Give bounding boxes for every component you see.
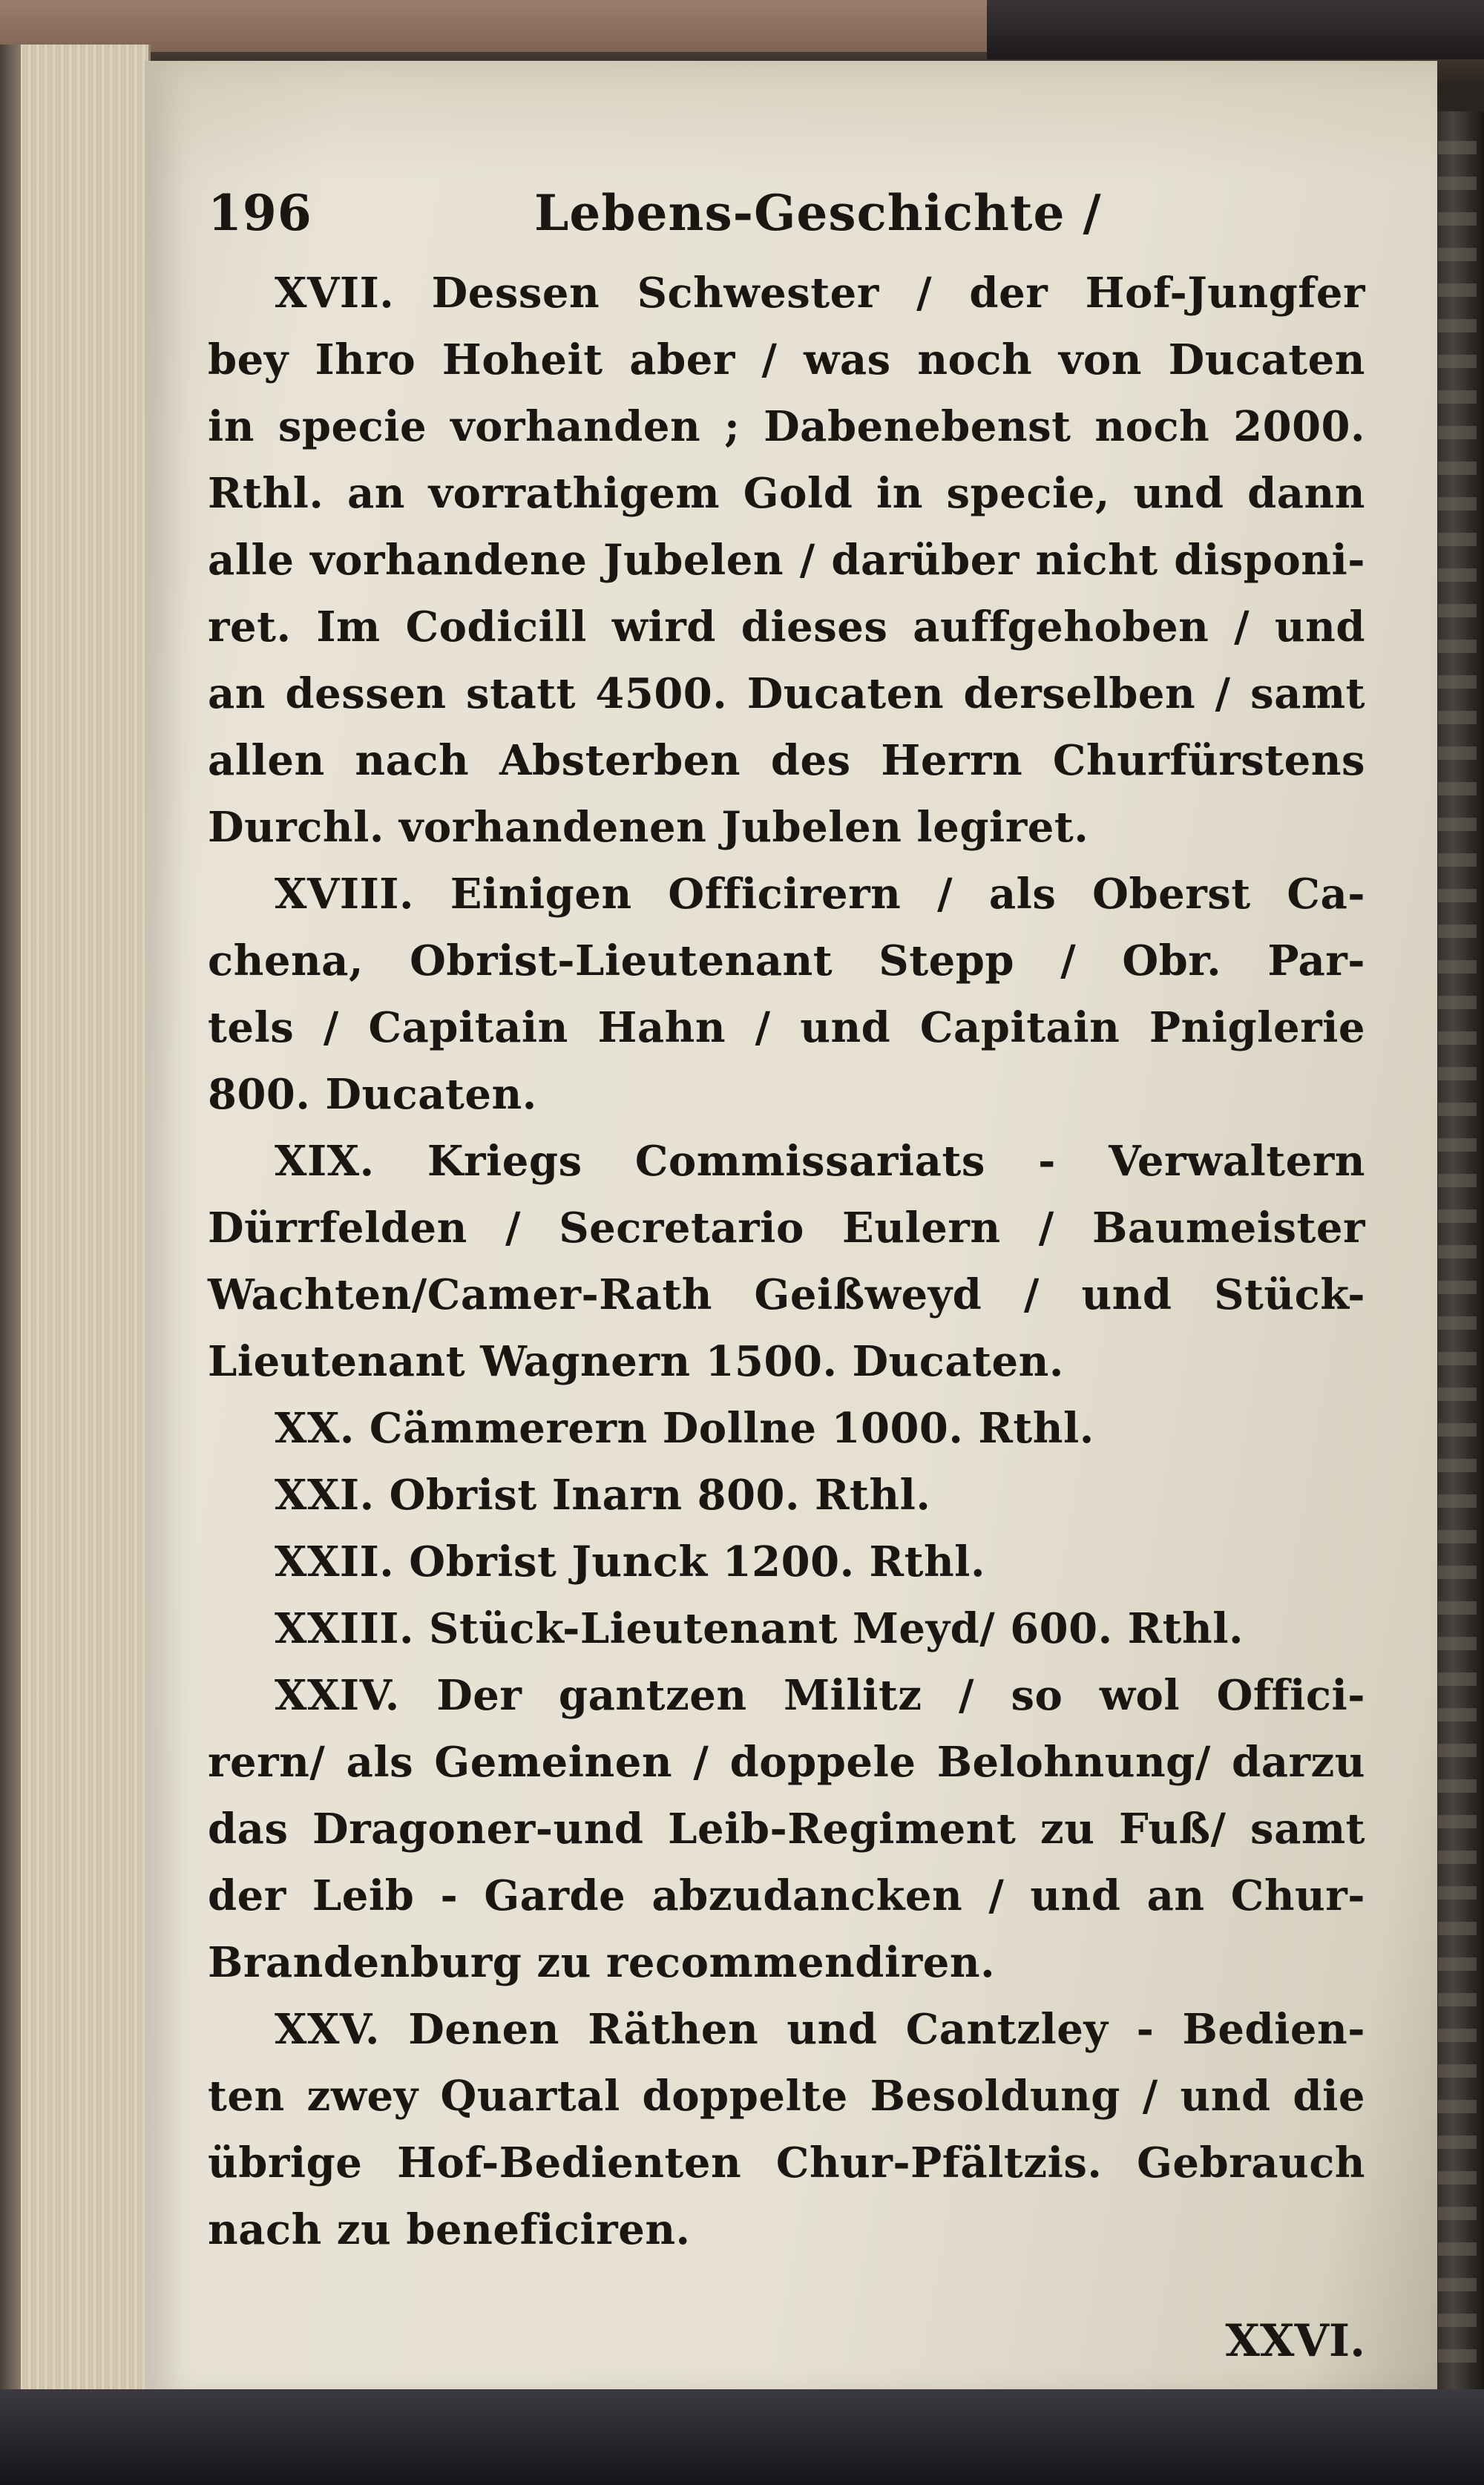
text-line-content: chena, Obrist-Lieutenant Stepp / Obr. Par- — [208, 936, 1365, 985]
text-line-content: Dürrfelden / Secretario Eulern / Baumeister — [208, 1204, 1365, 1253]
text-line-content: bey Ihro Hoheit aber / was noch von Ducaten — [208, 335, 1365, 384]
text-line — [208, 994, 1365, 1061]
text-line-content: XVII. Dessen Schwester / der Hof-Jungfer — [275, 269, 1365, 318]
text-line-content: XXV. Denen Räthen und Cantzley - Bedien- — [275, 2005, 1365, 2054]
text-line-content: XXIII. Stück-Lieutenant Meyd/ 600. Rthl. — [275, 1604, 1244, 1653]
text-line — [208, 527, 1365, 594]
book-spine-shadow — [0, 45, 21, 2404]
text-line — [208, 1729, 1365, 1796]
text-line-content: tels / Capitain Hahn / und Capitain Pniglerie — [208, 1003, 1365, 1052]
text-line-content: Durchl. vorhandenen Jubelen legiret. — [208, 803, 1089, 852]
text-line — [208, 1996, 1365, 2063]
text-line — [208, 326, 1365, 393]
text-line — [208, 1328, 1365, 1395]
text-line-content: XX. Cämmerern Dollne 1000. Rthl. — [275, 1404, 1094, 1453]
text-line — [208, 1796, 1365, 1862]
text-line — [208, 260, 1365, 326]
text-line — [208, 1395, 1365, 1462]
text-line-content: alle vorhandene Jubelen / darüber nicht disponi- — [208, 536, 1365, 585]
text-line — [208, 2196, 1365, 2263]
text-line — [208, 928, 1365, 994]
text-line-content: Lieutenant Wagnern 1500. Ducaten. — [208, 1337, 1064, 1386]
text-line — [208, 1595, 1365, 1662]
running-title: Lebens-Geschichte / — [534, 184, 1102, 242]
text-line-content: Rthl. an vorrathigem Gold in specie, und dann — [208, 469, 1365, 518]
text-line-content: XXII. Obrist Junck 1200. Rthl. — [275, 1537, 985, 1586]
facing-page-text-bleed — [1438, 141, 1477, 2367]
text-line — [208, 1929, 1365, 1996]
bottom-background — [0, 2389, 1484, 2485]
text-line — [208, 1061, 1365, 1128]
text-line-content: an dessen statt 4500. Ducaten derselben / samt — [208, 669, 1365, 718]
text-line-content: XXI. Obrist Inarn 800. Rthl. — [275, 1471, 931, 1520]
text-line-content: XIX. Kriegs Commissariats - Verwaltern — [275, 1137, 1365, 1186]
text-line — [208, 1261, 1365, 1328]
text-line-content: der Leib - Garde abzudancken / und an Chur- — [208, 1871, 1365, 1920]
text-line-content: Brandenburg zu recommendiren. — [208, 1938, 996, 1987]
page-number: 196 — [208, 184, 312, 242]
text-line-content: übrige Hof-Bedienten Chur-Pfältzis. Gebrauch — [208, 2138, 1365, 2187]
text-line-content: rern/ als Gemeinen / doppele Belohnung/ darzu — [208, 1738, 1365, 1787]
text-line — [208, 727, 1365, 794]
catchword: XXVI. — [1225, 2315, 1365, 2367]
text-line — [208, 594, 1365, 660]
text-line — [208, 2130, 1365, 2196]
text-line-content: XVIII. Einigen Officirern / als Oberst Ca- — [275, 870, 1365, 919]
text-line — [208, 2063, 1365, 2130]
text-line-content: in specie vorhanden ; Dabenebenst noch 2000. — [208, 402, 1365, 451]
running-head — [208, 148, 1365, 260]
text-line-content: nach zu beneficiren. — [208, 2205, 691, 2254]
text-line-content: 800. Ducaten. — [208, 1070, 537, 1119]
text-line — [208, 1128, 1365, 1195]
text-line-content: allen nach Absterben des Herrn Churfürstens — [208, 736, 1365, 785]
text-line — [208, 1862, 1365, 1929]
text-line — [208, 460, 1365, 527]
text-line-content: Wachten/Camer-Rath Geißweyd / und Stück- — [208, 1270, 1365, 1319]
text-line — [208, 660, 1365, 727]
scanner-strip — [987, 0, 1484, 59]
text-line-content: ret. Im Codicill wird dieses auffgehoben / und — [208, 603, 1365, 651]
text-line-content: ten zwey Quartal doppelte Besoldung / und die — [208, 2072, 1365, 2121]
text-line — [208, 1662, 1365, 1729]
body-text — [208, 260, 1365, 2263]
page-edges-left — [0, 45, 151, 2404]
text-line — [208, 861, 1365, 928]
page-text — [208, 148, 1365, 2367]
text-line-content: XXIV. Der gantzen Militz / so wol Offici- — [275, 1671, 1365, 1720]
text-line-content: das Dragoner-und Leib-Regiment zu Fuß/ samt — [208, 1805, 1365, 1854]
text-line — [208, 1529, 1365, 1595]
text-line — [208, 1195, 1365, 1261]
text-line — [208, 1462, 1365, 1529]
text-line — [208, 794, 1365, 861]
text-line — [208, 393, 1365, 460]
